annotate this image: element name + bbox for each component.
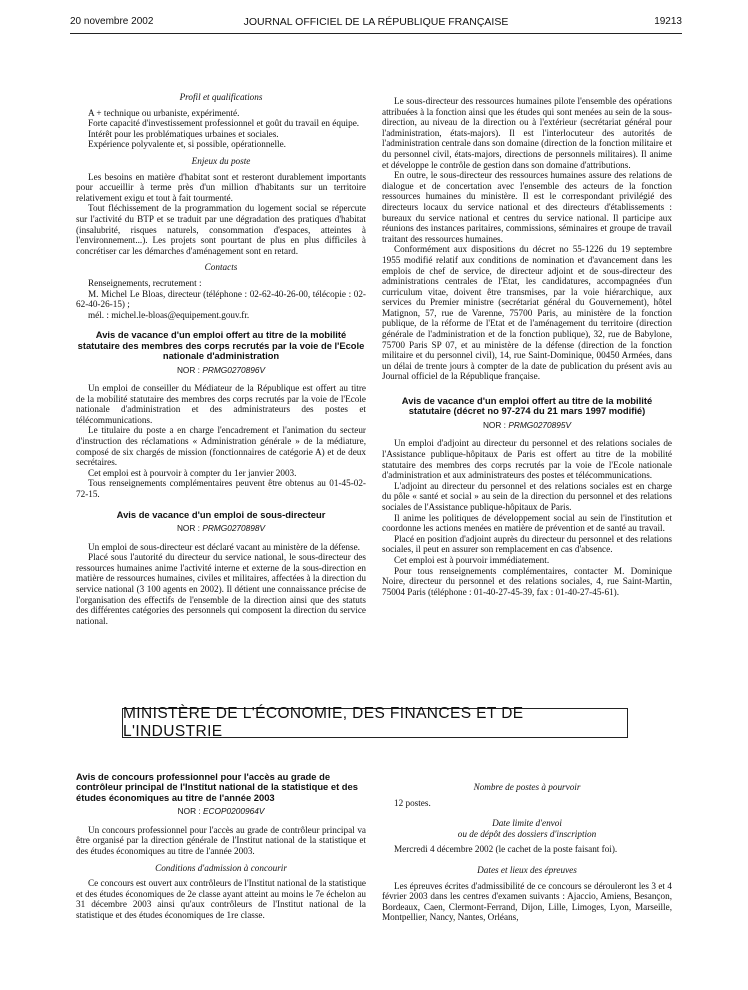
profil-line: A + technique ou urbaniste, expérimenté. [88,107,240,118]
profil-line: Expérience polyvalente et, si possible, opérationnelle. [88,139,286,150]
right-column-top [382,96,672,597]
postes-text: 12 postes. [394,797,431,808]
avis3-paragraph: Pour tous renseignements complémentaires, contacter M. Dominique Noire, directeur du personnel et des relations sociales, 4, rue Saint-Martin, 75004 Paris (téléphone : 01-40-27-45-39, fax : 01-40-27-45-61). [382,565,672,597]
page-number: 19213 [654,16,682,27]
page-header [70,16,682,32]
right-paragraph: Le sous-directeur des ressources humaines pilote l'ensemble des opérations attribuées à la fonction ainsi que les études qui sont menées au sein de la sous-direction, au niveau de la direction ou à l'extérieur (secrétariat général pour l'administration, états-majors). Il est l'interlocuteur des autorités de l'administration centrale dans son domaine (direction de la fonction militaire et du personnel civil, états-majors, directions de personnels militaires). Il anime et développe le contrôle de gestion dans son domaine d'attributions. [382,96,672,170]
profil-heading: Profil et qualifications [179,92,263,102]
concours-nor [76,806,366,817]
nor-code: PRMG0270896V [202,364,266,375]
avis2-nor [76,523,366,534]
nor-label: NOR : [482,419,506,430]
nor-code: PRMG0270895V [508,419,572,430]
concours-intro: Un concours professionnel pour l'accès au grade de contrôleur principal va être organisé par la direction générale de l'Institut national de la statistique et des études économiques au titre de l'année 2003. [76,824,366,856]
date-heading-1: Date limite d'envoi [492,818,562,829]
avis3-paragraph: Cet emploi est à pourvoir immédiatement. [394,554,550,565]
avis3-nor [382,420,672,431]
contacts-heading: Contacts [204,262,238,273]
avis2-paragraph: Placé sous l'autorité du directeur du service national, le sous-directeur des ressources humaines anime l'activité interne et externe de la sous-direction en matière de ressources humaines, civiles et militaires, affectées à la direction du service national (3 100 agents en 2002). Il détient une connaissance précise de l'organisation des effectifs de l'ensemble de la direction ainsi que des statuts des différentes catégories des personnels qui composent la direction du service national. [76,552,366,626]
date-text: Mercredi 4 décembre 2002 (le cachet de la poste faisant foi). [394,844,618,855]
contacts-line: mél. : michel.le-bloas@equipement.gouv.fr. [88,309,250,320]
left-column-bottom [76,772,366,921]
nor-code: ECOP0200964V [203,806,265,817]
profil-line: Intérêt pour les problématiques urbaines et sociales. [88,128,279,139]
avis1-paragraph: Cet emploi est à pourvoir à compter du 1er janvier 2003. [88,467,297,478]
avis1-nor [76,365,366,376]
right-paragraph: Conformément aux dispositions du décret no 55-1226 du 19 septembre 1955 modifié relatif aux conditions de nomination et d'avancement dans les emplois de chef de service, de directeur adjoint et de sous-directeur des administrations centrales de l'Etat, les candidatures, accompagnées d'un curriculum vitae, doivent être transmises, par la voie hiérarchique, aux services du Premier ministre (secrétariat général du Gouvernement), hôtel Matignon, 57, rue de Varenne, 75700 Paris, au ministère de la fonction publique, de la réforme de l'Etat et de l'aménagement du territoire (direction générale de l'administration et de la fonction publique), 32, rue de Babylone, 75700 Paris SP 07, et au ministère de la défense (direction de la fonction militaire et du personnel civil), 14, rue Saint-Dominique, 00450 Armées, dans un délai de trente jours à compter de la date de publication du présent avis au Journal officiel de la République française. [382,244,672,382]
nor-label: NOR : [177,806,201,817]
avis1-paragraph: Tous renseignements complémentaires peuvent être obtenus au 01-45-02-72-15. [76,478,366,500]
ministry-banner [122,705,628,740]
avis3-paragraph: Un emploi d'adjoint au directeur du personnel et des relations sociales de l'Assistance publique-hôpitaux de Paris est offert au titre de la mobilité statutaire des membres des corps recrutés par la voie de l'Ecole nationale d'administration et aux administrateurs des postes et télécommunications. [382,438,672,481]
avis3-paragraph: Il anime les politiques de développement social au sein de l'institution et coordonne les actions menées en matière de prévention et de santé au travail. [382,512,672,534]
postes-heading: Nombre de postes à pourvoir [473,782,581,792]
ministry-title: MINISTÈRE DE L'ÉCONOMIE, DES FINANCES ET DE L'INDUSTRIE [123,705,524,740]
nor-code: PRMG0270898V [202,523,266,534]
header-rule [70,33,682,34]
concours-title: Avis de concours professionnel pour l'accès au grade de contrôleur principal de l'Institut national de la statistique et des études économiques au titre de l'année 2003 [76,771,358,803]
contacts-line: Renseignements, recrutement : [88,277,202,288]
right-paragraph: En outre, le sous-directeur des ressources humaines assure des relations de dialogue et de concertation avec l'ensemble des acteurs de la fonction ressources humaines du ministère. Il est le correspondant privilégié des directeurs locaux du service national et des directeurs d'établissements : bureaux du service national et centres du service national. Il participe aux réunions des instances paritaires, commissions, séminaires et groupe de travail traitant des ressources humaines. [382,170,672,244]
conditions-text: Ce concours est ouvert aux contrôleurs de l'Institut national de la statistique et des études économiques de 2e classe ayant atteint au moins le 7e échelon au 31 décembre 2003 ainsi qu'aux contrôleurs de l'Institut national de la statistique et des études économiques de 1re classe. [76,878,366,920]
contacts-line: M. Michel Le Bloas, directeur (téléphone : 02-62-40-26-00, télécopie : 02-62-40-26-15) ; [76,288,366,310]
avis2-paragraph: Un emploi de sous-directeur est déclaré vacant au ministère de la défense. [88,541,360,552]
profil-line: Forte capacité d'investissement professionnel et goût du travail en équipe. [88,118,360,129]
left-column-top [76,92,366,626]
avis1-paragraph: Un emploi de conseiller du Médiateur de la République est offert au titre de la mobilité statutaire des membres des corps recrutés par la voie de l'Ecole nationale d'administration et des administrateurs des postes et télécommunications. [76,383,366,425]
epreuves-heading: Dates et lieux des épreuves [477,864,577,875]
avis3-paragraph: Placé en position d'adjoint auprès du directeur du personnel et des relations sociales, il peut en assurer son remplacement en cas d'absence. [382,533,672,555]
right-column-bottom [382,782,672,923]
nor-label: NOR : [176,523,200,534]
publication-date: 20 novembre 2002 [70,16,154,27]
nor-label: NOR : [176,364,200,375]
enjeux-heading: Enjeux du poste [191,155,251,166]
epreuves-text: Les épreuves écrites d'admissibilité de ce concours se dérouleront les 3 et 4 février 2003 dans les centres d'examen suivants : Ajaccio, Amiens, Besançon, Bordeaux, Caen, Clermont-Ferrand, Dijon, Lille, Limoges, Lyon, Marseille, Montpellier, Nancy, Nantes, Orléans, [382,880,672,923]
avis1-paragraph: Le titulaire du poste a en charge l'encadrement et l'animation du secteur d'instruction des réclamations « Administration générale » de la médiature, composé de six chargés de mission (fonctionnaires de catégorie A) et de deux secrétaires. [76,425,366,468]
journal-title: JOURNAL OFFICIEL DE LA RÉPUBLIQUE FRANÇAISE [243,16,509,28]
avis3-paragraph: L'adjoint au directeur du personnel et des relations sociales est en charge du pôle « santé et social » au sein de la direction du personnel et des relations sociales de l'Assistance publique-hôpitaux de Paris. [382,480,672,512]
avis1-title: Avis de vacance d'un emploi offert au titre de la mobilité statutaire des membres des corps recrutés par la voie de l'Ecole nationale d'administration [77,329,365,362]
enjeux-paragraph: Tout fléchissement de la programmation du logement social se répercute sur l'activité du BTP et se traduit par une dégradation des pratiques d'habitat (insalubrité, risques naturels, consommation d'espaces, atteintes à l'environnement...). Les projets sont pourtant de plus en plus difficiles à concrétiser car les démarches d'aménagement sont en retard. [76,203,366,256]
avis2-title: Avis de vacance d'un emploi de sous-directeur [116,508,326,520]
enjeux-paragraph: Les besoins en matière d'habitat sont et resteront durablement importants pour accueillir à terme près d'un million d'habitants sur un territoire relativement exigu et tout à fait tourmenté. [76,171,366,203]
date-heading-2: ou de dépôt des dossiers d'inscription [457,828,597,839]
conditions-heading: Conditions d'admission à concourir [155,862,287,873]
avis3-title: Avis de vacance d'un emploi offert au titre de la mobilité statutaire (décret no 97-274 du 21 mars 1997 modifié) [401,395,653,417]
